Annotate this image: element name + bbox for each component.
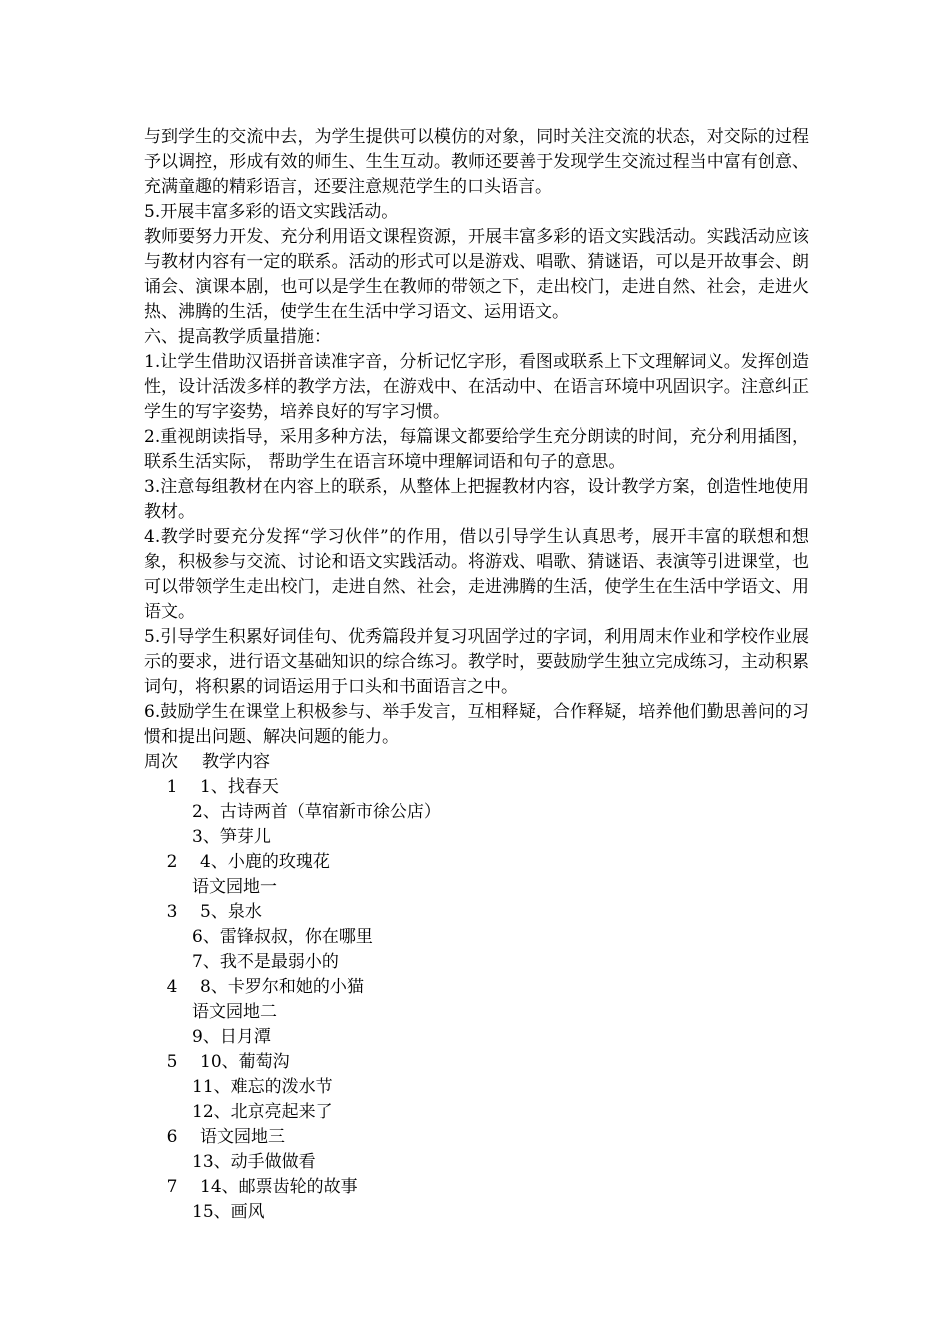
schedule-header: [144, 750, 809, 775]
schedule-row: [144, 1075, 809, 1100]
schedule-row: [144, 1125, 809, 1150]
paragraph-practice-activities: 教师要努力开发、充分利用语文课程资源，开展丰富多彩的语文实践活动。实践活动应该与教材内容有一定的联系。活动的形式可以是游戏、唱歌、猜谜语，可以是开故事会、朗诵会、演课本剧，也可以是学生在教师的带领之下，走出校门，走进自然、社会，走进火热、沸腾的生活，使学生在生活中学习语文、运用语文。: [144, 227, 809, 322]
schedule-row: [144, 800, 809, 825]
paragraph-measure-4: 4.教学时要充分发挥“学习伙伴”的作用，借以引导学生认真思考，展开丰富的联想和想象，积极参与交流、讨论和语文实践活动。将游戏、唱歌、猜谜语、表演等引进课堂，也可以带领学生走出校门，走进自然、社会，走进沸腾的生活，使学生在生活中学语文、用语文。: [144, 527, 809, 622]
schedule-header-content: 教学内容: [202, 752, 270, 772]
schedule-lesson: 1、找春天: [200, 777, 279, 797]
schedule-row: [144, 825, 809, 850]
schedule-row: [144, 1150, 809, 1175]
schedule-row: [144, 875, 809, 900]
schedule-lesson: 11、难忘的泼水节: [192, 1077, 333, 1097]
schedule-lesson: 语文园地三: [200, 1127, 285, 1147]
schedule-lesson: 9、日月潭: [192, 1027, 271, 1047]
schedule-row: [144, 1050, 809, 1075]
schedule-row: [144, 1000, 809, 1025]
schedule-week-number: 6: [166, 1127, 178, 1147]
schedule-lesson: 12、北京亮起来了: [192, 1102, 333, 1122]
schedule-lesson: 5、泉水: [200, 902, 262, 922]
schedule-lesson: 10、葡萄沟: [200, 1052, 290, 1072]
paragraph-measure-6: 6.鼓励学生在课堂上积极参与、举手发言，互相释疑，合作释疑，培养他们勤思善问的习惯和提出问题、解决问题的能力。: [144, 702, 809, 747]
teaching-schedule: [144, 750, 809, 1225]
paragraph-measure-2: 2.重视朗读指导，采用多种方法，每篇课文都要给学生充分朗读的时间，充分利用插图，联系生活实际， 帮助学生在语言环境中理解词语和句子的意思。: [144, 427, 809, 472]
schedule-week-number: 1: [166, 777, 178, 797]
schedule-lesson: 3、笋芽儿: [192, 827, 271, 847]
schedule-row: [144, 925, 809, 950]
schedule-row: [144, 1025, 809, 1050]
schedule-lesson: 语文园地二: [192, 1002, 277, 1022]
schedule-week-number: 5: [166, 1052, 178, 1072]
schedule-row: [144, 950, 809, 975]
schedule-lesson: 8、卡罗尔和她的小猫: [200, 977, 364, 997]
schedule-row: [144, 900, 809, 925]
schedule-row: [144, 775, 809, 800]
schedule-lesson: 13、动手做做看: [192, 1152, 316, 1172]
schedule-week-number: 2: [166, 852, 178, 872]
schedule-lesson: 6、雷锋叔叔，你在哪里: [192, 927, 373, 947]
paragraph-measure-5: 5.引导学生积累好词佳句、优秀篇段并复习巩固学过的字词，利用周末作业和学校作业展示的要求，进行语文基础知识的综合练习。教学时，要鼓励学生独立完成练习，主动积累词句，将积累的词语运用于口头和书面语言之中。: [144, 627, 809, 697]
schedule-row: [144, 1175, 809, 1200]
schedule-row: [144, 975, 809, 1000]
paragraph-communication: 与到学生的交流中去，为学生提供可以模仿的对象，同时关注交流的状态，对交际的过程予以调控，形成有效的师生、生生互动。教师还要善于发现学生交流过程当中富有创意、充满童趣的精彩语言，还要注意规范学生的口头语言。: [144, 127, 809, 197]
schedule-header-week: 周次: [144, 752, 178, 772]
schedule-lesson: 15、画风: [192, 1202, 265, 1222]
schedule-row: [144, 850, 809, 875]
schedule-week-number: 3: [166, 902, 178, 922]
document-page: [144, 125, 809, 1225]
paragraph-measure-3: 3.注意每组教材在内容上的联系，从整体上把握教材内容，设计教学方案，创造性地使用教材。: [144, 477, 809, 522]
schedule-lesson: 语文园地一: [192, 877, 277, 897]
schedule-lesson: 14、邮票齿轮的故事: [200, 1177, 358, 1197]
schedule-row: [144, 1100, 809, 1125]
paragraph-heading-5-activities: 5.开展丰富多彩的语文实践活动。: [144, 202, 399, 222]
schedule-week-number: 4: [166, 977, 178, 997]
schedule-rows: [144, 775, 809, 1225]
schedule-lesson: 2、古诗两首（草宿新市徐公店）: [192, 802, 441, 822]
schedule-lesson: 7、我不是最弱小的: [192, 952, 339, 972]
schedule-row: [144, 1200, 809, 1225]
paragraph-measure-1: 1.让学生借助汉语拼音读准字音，分析记忆字形，看图或联系上下文理解词义。发挥创造性，设计活泼多样的教学方法，在游戏中、在活动中、在语言环境中巩固识字。注意纠正学生的写字姿势，培养良好的写字习惯。: [144, 352, 809, 422]
section-heading-quality-measures: 六、提高教学质量措施：: [144, 327, 331, 347]
schedule-week-number: 7: [166, 1177, 178, 1197]
schedule-lesson: 4、小鹿的玫瑰花: [200, 852, 330, 872]
